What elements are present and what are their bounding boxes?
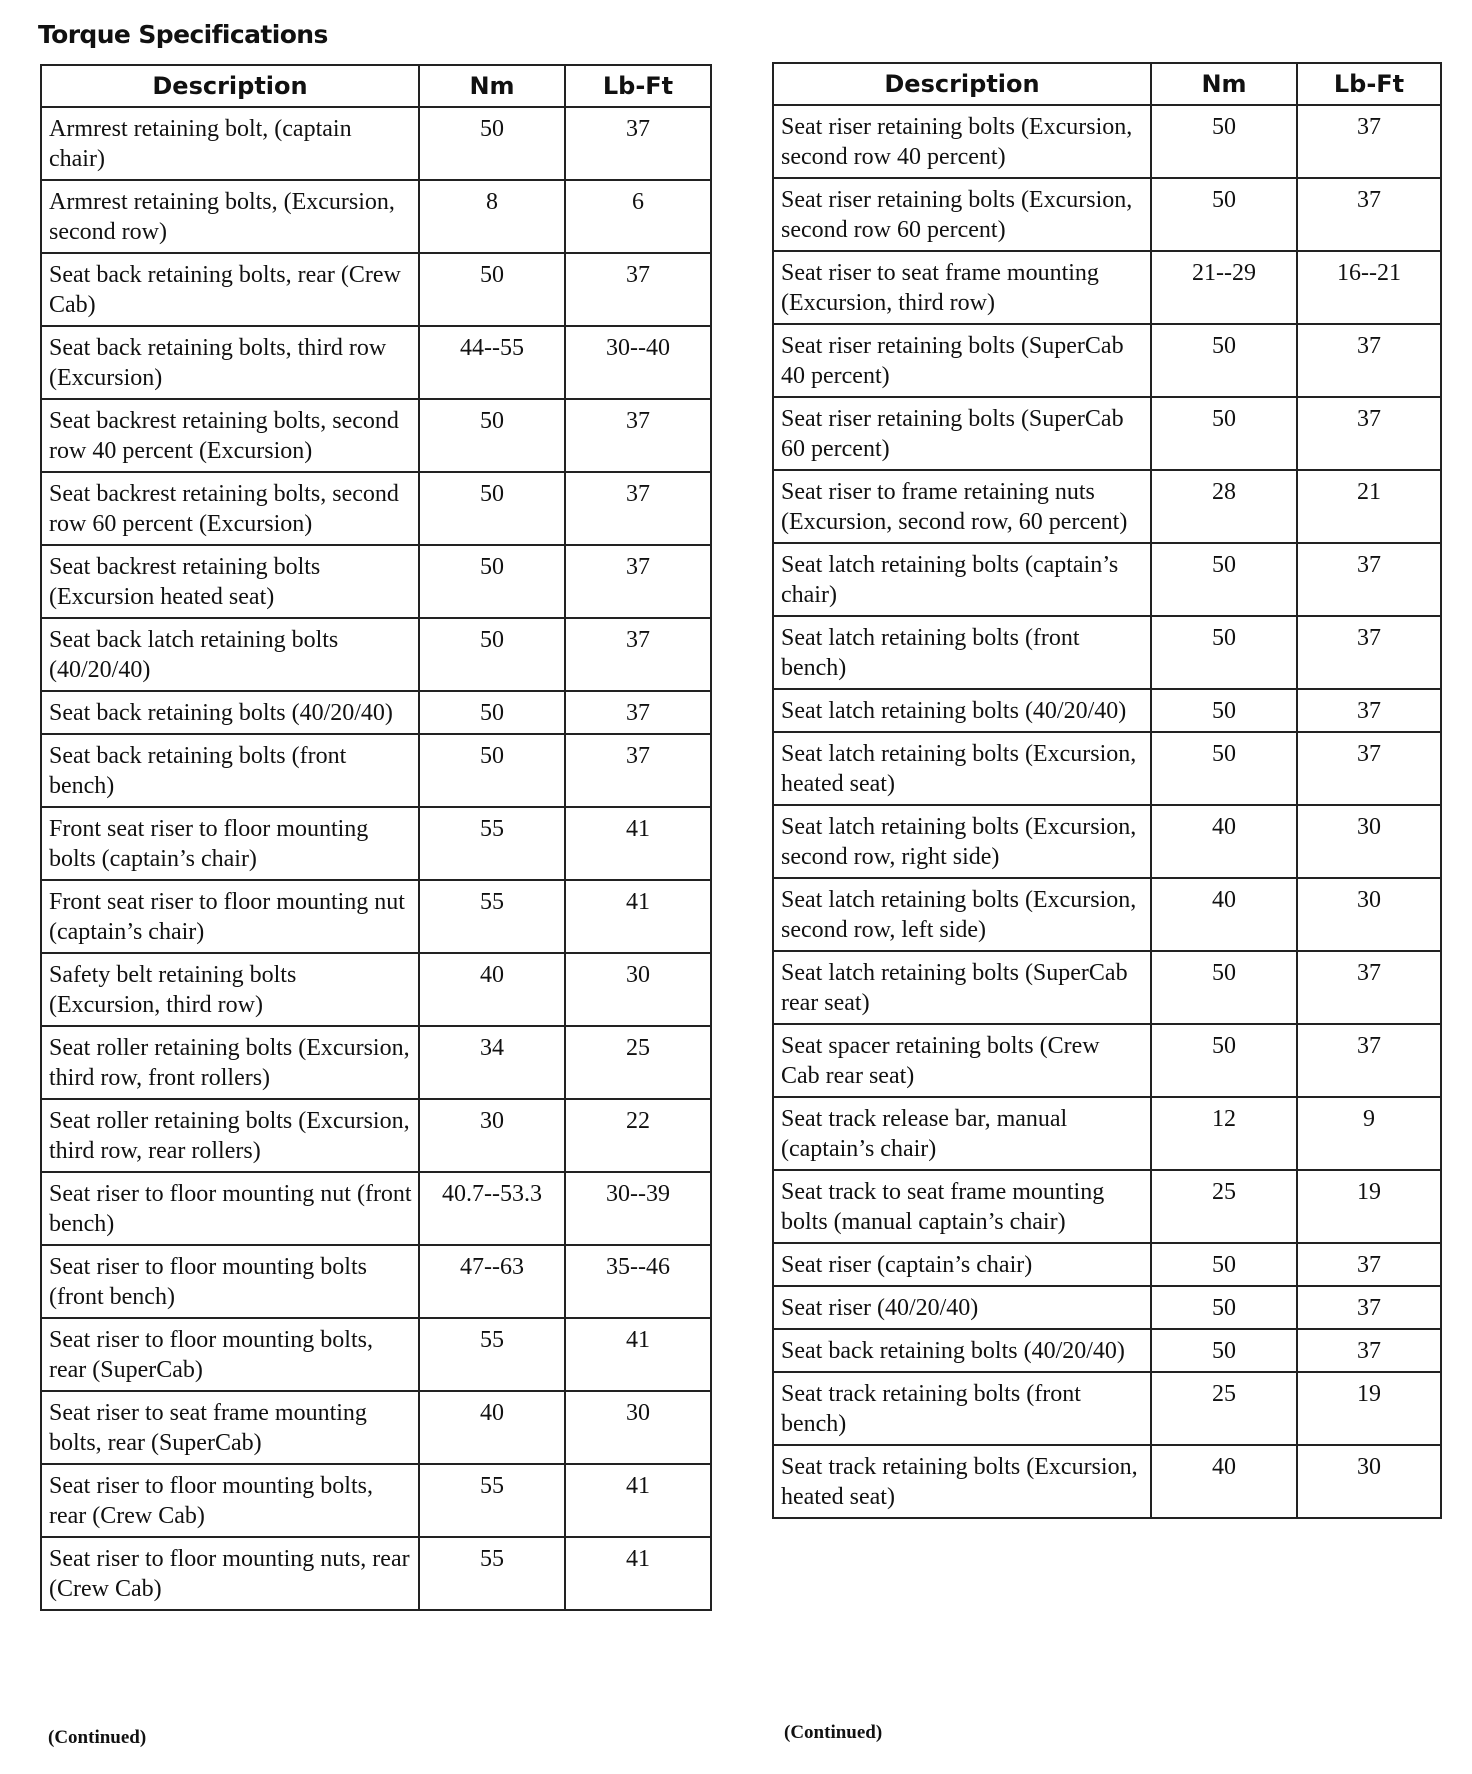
cell-nm: 55 xyxy=(419,807,565,880)
cell-description: Seat track retaining bolts (Excursion, heated seat) xyxy=(773,1445,1151,1518)
table-row xyxy=(41,734,711,807)
table-row xyxy=(773,470,1441,543)
table-row xyxy=(41,691,711,734)
table-row xyxy=(41,1318,711,1391)
cell-lbft: 37 xyxy=(1297,105,1441,178)
column-header-lbft: Lb-Ft xyxy=(565,65,711,107)
table-row xyxy=(41,326,711,399)
cell-lbft: 22 xyxy=(565,1099,711,1172)
cell-description: Seat backrest retaining bolts, second row 40 percent (Excursion) xyxy=(41,399,419,472)
cell-lbft: 25 xyxy=(565,1026,711,1099)
table-row xyxy=(773,324,1441,397)
cell-nm: 25 xyxy=(1151,1372,1297,1445)
cell-lbft: 37 xyxy=(1297,689,1441,732)
table-row xyxy=(41,180,711,253)
cell-description: Seat riser to floor mounting bolts, rear (SuperCab) xyxy=(41,1318,419,1391)
table-row xyxy=(773,1372,1441,1445)
column-header-description: Description xyxy=(773,63,1151,105)
table-row xyxy=(41,618,711,691)
table-row xyxy=(41,1172,711,1245)
cell-nm: 34 xyxy=(419,1026,565,1099)
cell-description: Seat riser retaining bolts (Excursion, second row 40 percent) xyxy=(773,105,1151,178)
table-row xyxy=(773,1097,1441,1170)
cell-description: Seat riser retaining bolts (Excursion, second row 60 percent) xyxy=(773,178,1151,251)
cell-lbft: 37 xyxy=(1297,1024,1441,1097)
cell-description: Seat back retaining bolts, rear (Crew Cab) xyxy=(41,253,419,326)
cell-lbft: 30--39 xyxy=(565,1172,711,1245)
cell-lbft: 30 xyxy=(1297,878,1441,951)
cell-description: Seat riser retaining bolts (SuperCab 40 percent) xyxy=(773,324,1151,397)
cell-description: Seat riser (40/20/40) xyxy=(773,1286,1151,1329)
table-row xyxy=(41,107,711,180)
cell-lbft: 37 xyxy=(565,472,711,545)
cell-nm: 40 xyxy=(1151,878,1297,951)
table-row xyxy=(773,1329,1441,1372)
cell-description: Seat latch retaining bolts (40/20/40) xyxy=(773,689,1151,732)
table-row xyxy=(41,253,711,326)
table-row xyxy=(773,616,1441,689)
cell-lbft: 19 xyxy=(1297,1170,1441,1243)
cell-lbft: 6 xyxy=(565,180,711,253)
table-row xyxy=(773,1170,1441,1243)
cell-nm: 50 xyxy=(419,734,565,807)
cell-description: Seat back retaining bolts (front bench) xyxy=(41,734,419,807)
cell-description: Seat track release bar, manual (captain’s chair) xyxy=(773,1097,1151,1170)
cell-description: Seat latch retaining bolts (Excursion, second row, left side) xyxy=(773,878,1151,951)
cell-nm: 28 xyxy=(1151,470,1297,543)
table-row xyxy=(773,543,1441,616)
cell-nm: 50 xyxy=(1151,616,1297,689)
table-row xyxy=(773,951,1441,1024)
cell-nm: 50 xyxy=(1151,951,1297,1024)
cell-lbft: 30 xyxy=(565,953,711,1026)
cell-lbft: 37 xyxy=(565,107,711,180)
table-row xyxy=(41,953,711,1026)
cell-lbft: 37 xyxy=(1297,616,1441,689)
cell-description: Seat riser to seat frame mounting bolts, rear (SuperCab) xyxy=(41,1391,419,1464)
cell-description: Seat latch retaining bolts (Excursion, heated seat) xyxy=(773,732,1151,805)
cell-lbft: 37 xyxy=(1297,324,1441,397)
cell-description: Seat latch retaining bolts (Excursion, second row, right side) xyxy=(773,805,1151,878)
table-row xyxy=(773,1445,1441,1518)
table-row xyxy=(773,178,1441,251)
table-header-row xyxy=(773,63,1441,105)
cell-lbft: 37 xyxy=(1297,951,1441,1024)
cell-nm: 21--29 xyxy=(1151,251,1297,324)
table-row xyxy=(773,732,1441,805)
cell-lbft: 37 xyxy=(1297,1329,1441,1372)
torque-table-right xyxy=(772,62,1442,1519)
table-row xyxy=(41,399,711,472)
cell-nm: 50 xyxy=(419,545,565,618)
table-body xyxy=(41,107,711,1610)
cell-nm: 50 xyxy=(1151,1243,1297,1286)
cell-nm: 50 xyxy=(419,253,565,326)
cell-description: Seat back latch retaining bolts (40/20/40) xyxy=(41,618,419,691)
cell-nm: 12 xyxy=(1151,1097,1297,1170)
table-row xyxy=(773,1243,1441,1286)
column-header-lbft: Lb-Ft xyxy=(1297,63,1441,105)
cell-nm: 44--55 xyxy=(419,326,565,399)
cell-lbft: 37 xyxy=(565,734,711,807)
cell-nm: 55 xyxy=(419,880,565,953)
cell-description: Seat roller retaining bolts (Excursion, third row, rear rollers) xyxy=(41,1099,419,1172)
cell-lbft: 37 xyxy=(565,691,711,734)
table-row xyxy=(773,805,1441,878)
cell-lbft: 37 xyxy=(565,399,711,472)
table-row xyxy=(773,1286,1441,1329)
cell-nm: 50 xyxy=(1151,1286,1297,1329)
cell-lbft: 35--46 xyxy=(565,1245,711,1318)
cell-nm: 50 xyxy=(1151,543,1297,616)
cell-nm: 40 xyxy=(1151,1445,1297,1518)
cell-nm: 40 xyxy=(419,1391,565,1464)
cell-nm: 50 xyxy=(419,691,565,734)
cell-description: Front seat riser to floor mounting bolts (captain’s chair) xyxy=(41,807,419,880)
table-row xyxy=(41,807,711,880)
table-row xyxy=(41,880,711,953)
cell-description: Seat back retaining bolts, third row (Excursion) xyxy=(41,326,419,399)
cell-lbft: 37 xyxy=(565,253,711,326)
cell-nm: 50 xyxy=(1151,1024,1297,1097)
cell-description: Seat backrest retaining bolts, second row 60 percent (Excursion) xyxy=(41,472,419,545)
table-row xyxy=(773,105,1441,178)
table-row xyxy=(773,1024,1441,1097)
cell-description: Seat roller retaining bolts (Excursion, third row, front rollers) xyxy=(41,1026,419,1099)
cell-lbft: 16--21 xyxy=(1297,251,1441,324)
table-row xyxy=(41,1026,711,1099)
table-header-row xyxy=(41,65,711,107)
cell-lbft: 30 xyxy=(1297,1445,1441,1518)
table-row xyxy=(41,1099,711,1172)
continued-note: (Continued) xyxy=(784,1722,883,1743)
cell-nm: 55 xyxy=(419,1537,565,1610)
cell-lbft: 37 xyxy=(1297,1243,1441,1286)
cell-lbft: 21 xyxy=(1297,470,1441,543)
cell-description: Seat riser retaining bolts (SuperCab 60 percent) xyxy=(773,397,1151,470)
cell-lbft: 19 xyxy=(1297,1372,1441,1445)
cell-description: Seat riser to floor mounting bolts, rear (Crew Cab) xyxy=(41,1464,419,1537)
cell-lbft: 41 xyxy=(565,1318,711,1391)
cell-nm: 40.7--53.3 xyxy=(419,1172,565,1245)
column-header-description: Description xyxy=(41,65,419,107)
cell-nm: 50 xyxy=(1151,689,1297,732)
cell-nm: 50 xyxy=(1151,732,1297,805)
column-header-nm: Nm xyxy=(419,65,565,107)
cell-description: Seat riser to floor mounting nuts, rear (Crew Cab) xyxy=(41,1537,419,1610)
cell-lbft: 9 xyxy=(1297,1097,1441,1170)
table-body xyxy=(773,105,1441,1518)
cell-description: Safety belt retaining bolts (Excursion, third row) xyxy=(41,953,419,1026)
cell-lbft: 41 xyxy=(565,807,711,880)
cell-nm: 50 xyxy=(1151,178,1297,251)
cell-nm: 40 xyxy=(419,953,565,1026)
cell-description: Armrest retaining bolts, (Excursion, second row) xyxy=(41,180,419,253)
torque-table-left xyxy=(40,64,712,1611)
page-title: Torque Specifications xyxy=(38,20,328,49)
cell-description: Seat spacer retaining bolts (Crew Cab rear seat) xyxy=(773,1024,1151,1097)
cell-nm: 50 xyxy=(1151,324,1297,397)
cell-lbft: 30--40 xyxy=(565,326,711,399)
cell-nm: 40 xyxy=(1151,805,1297,878)
table-row xyxy=(41,1537,711,1610)
table-row xyxy=(41,1245,711,1318)
cell-lbft: 41 xyxy=(565,1464,711,1537)
cell-nm: 8 xyxy=(419,180,565,253)
cell-description: Front seat riser to floor mounting nut (captain’s chair) xyxy=(41,880,419,953)
cell-description: Seat riser to seat frame mounting (Excursion, third row) xyxy=(773,251,1151,324)
cell-description: Seat riser to floor mounting nut (front bench) xyxy=(41,1172,419,1245)
cell-nm: 50 xyxy=(419,618,565,691)
cell-nm: 50 xyxy=(419,399,565,472)
cell-nm: 50 xyxy=(1151,1329,1297,1372)
cell-nm: 50 xyxy=(1151,397,1297,470)
cell-description: Seat latch retaining bolts (front bench) xyxy=(773,616,1151,689)
cell-description: Armrest retaining bolt, (captain chair) xyxy=(41,107,419,180)
cell-description: Seat riser to floor mounting bolts (front bench) xyxy=(41,1245,419,1318)
cell-description: Seat back retaining bolts (40/20/40) xyxy=(41,691,419,734)
cell-lbft: 37 xyxy=(1297,397,1441,470)
table-row xyxy=(773,878,1441,951)
cell-nm: 50 xyxy=(419,472,565,545)
cell-description: Seat track to seat frame mounting bolts (manual captain’s chair) xyxy=(773,1170,1151,1243)
cell-lbft: 37 xyxy=(1297,1286,1441,1329)
cell-nm: 47--63 xyxy=(419,1245,565,1318)
cell-lbft: 37 xyxy=(565,618,711,691)
cell-lbft: 37 xyxy=(1297,543,1441,616)
cell-description: Seat riser (captain’s chair) xyxy=(773,1243,1151,1286)
cell-description: Seat track retaining bolts (front bench) xyxy=(773,1372,1151,1445)
cell-nm: 30 xyxy=(419,1099,565,1172)
table-row xyxy=(41,472,711,545)
cell-nm: 50 xyxy=(1151,105,1297,178)
cell-lbft: 41 xyxy=(565,1537,711,1610)
table-row xyxy=(41,1391,711,1464)
table-row xyxy=(41,545,711,618)
cell-lbft: 37 xyxy=(1297,178,1441,251)
cell-nm: 50 xyxy=(419,107,565,180)
cell-description: Seat backrest retaining bolts (Excursion heated seat) xyxy=(41,545,419,618)
cell-description: Seat latch retaining bolts (captain’s chair) xyxy=(773,543,1151,616)
continued-note: (Continued) xyxy=(48,1727,147,1748)
cell-nm: 55 xyxy=(419,1464,565,1537)
cell-lbft: 30 xyxy=(565,1391,711,1464)
cell-nm: 55 xyxy=(419,1318,565,1391)
table-row xyxy=(773,251,1441,324)
cell-description: Seat back retaining bolts (40/20/40) xyxy=(773,1329,1151,1372)
table-row xyxy=(41,1464,711,1537)
cell-lbft: 30 xyxy=(1297,805,1441,878)
cell-description: Seat riser to frame retaining nuts (Excursion, second row, 60 percent) xyxy=(773,470,1151,543)
cell-lbft: 37 xyxy=(565,545,711,618)
cell-description: Seat latch retaining bolts (SuperCab rear seat) xyxy=(773,951,1151,1024)
column-header-nm: Nm xyxy=(1151,63,1297,105)
table-row xyxy=(773,689,1441,732)
cell-nm: 25 xyxy=(1151,1170,1297,1243)
table-row xyxy=(773,397,1441,470)
cell-lbft: 37 xyxy=(1297,732,1441,805)
cell-lbft: 41 xyxy=(565,880,711,953)
